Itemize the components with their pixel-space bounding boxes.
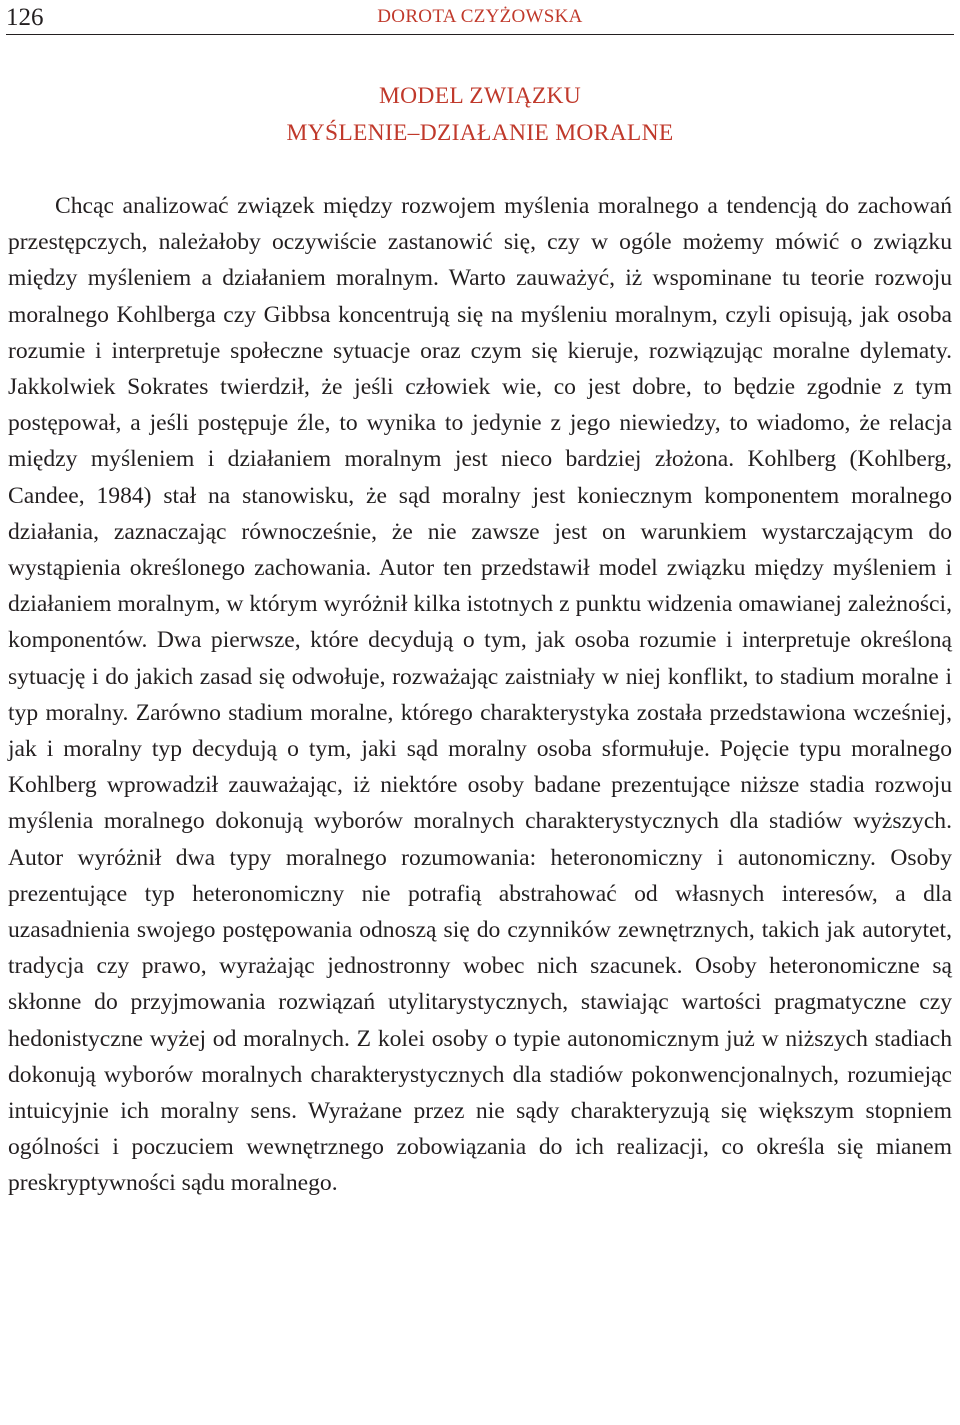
page-header [6, 0, 954, 35]
running-head: DOROTA CZYŻOWSKA [377, 6, 583, 27]
section-title-line-2: MYŚLENIE–DZIAŁANIE MORALNE [286, 120, 674, 146]
body-paragraph: Chcąc analizować związek między rozwojem myślenia moralnego a tendencją do zachowań przestępczych, należałoby oczywiście zastanowić się, czy w ogóle możemy mówić o związku między myśleniem a działaniem moralnym. Warto zauważyć, iż wspominane tu teorie rozwoju moralnego Kohlberga czy Gibbsa koncentrują się na myśleniu moralnym, czyli opisują, jak osoba rozumie i interpretuje społeczne sytuacje oraz czym się kieruje, rozwiązując moralne dylematy. Jakkolwiek Sokrates twierdził, że jeśli człowiek wie, co jest dobre, to będzie zgodnie z tym postępował, a jeśli postępuje źle, to wynika to jedynie z jego niewiedzy, to wiadomo, że relacja między myśleniem i działaniem moralnym jest nieco bardziej złożona. Kohlberg (Kohlberg, Candee, 1984) stał na stanowisku, że sąd moralny jest koniecznym komponentem moralnego działania, zaznaczając równocześnie, że nie zawsze jest on warunkiem wystarczającym do wystąpienia określonego zachowania. Autor ten przedstawił model związku między myśleniem i działaniem moralnym, w którym wyróżnił kilka istotnych z punktu widzenia omawianej zależności, komponentów. Dwa pierwsze, które decydują o tym, jak osoba rozumie i interpretuje określoną sytuację i do jakich zasad się odwołuje, rozważając zaistniały w niej konflikt, to stadium moralne i typ moralny. Zarówno stadium moralne, którego charakterystyka została przedstawiona wcześniej, jak i moralny typ decydują o tym, jaki sąd moralny osoba sformułuje. Pojęcie typu moralnego Kohlberg wprowadził zauważając, iż niektóre osoby badane prezentujące niższe stadia rozwoju myślenia moralnego dokonują wyborów moralnych charakterystycznych dla stadiów wyższych. Autor wyróżnił dwa typy moralnego rozumowania: heteronomiczny i autonomiczny. Osoby prezentujące typ heteronomiczny nie potrafią abstrahować od własnych interesów, a dla uzasadnienia swojego postępowania odnoszą się do czynników zewnętrznych, takich jak autorytet, tradycja czy prawo, wyrażając jednostronny wobec nich szacunek. Osoby heteronomiczne są skłonne do przyjmowania rozwiązań utylitarystycznych, stawiając wartości pragmatyczne czy hedonistyczne wyżej od moralnych. Z kolei osoby o typie autonomicznym już w niższych stadiach dokonują wyborów moralnych charakterystycznych dla stadiów pokonwencjonalnych, rozumiejąc intuicyjnie ich moralny sens. Wyrażane przez nie sądy charakteryzują się większym stopniem ogólności i poczuciem wewnętrznego zobowiązania do ich realizacji, co określa się mianem preskryptywności sądu moralnego. [8, 193, 952, 1197]
section-title-line-1: MODEL ZWIĄZKU [378, 83, 582, 109]
page-number: 126 [6, 4, 44, 31]
section-title [0, 78, 960, 152]
